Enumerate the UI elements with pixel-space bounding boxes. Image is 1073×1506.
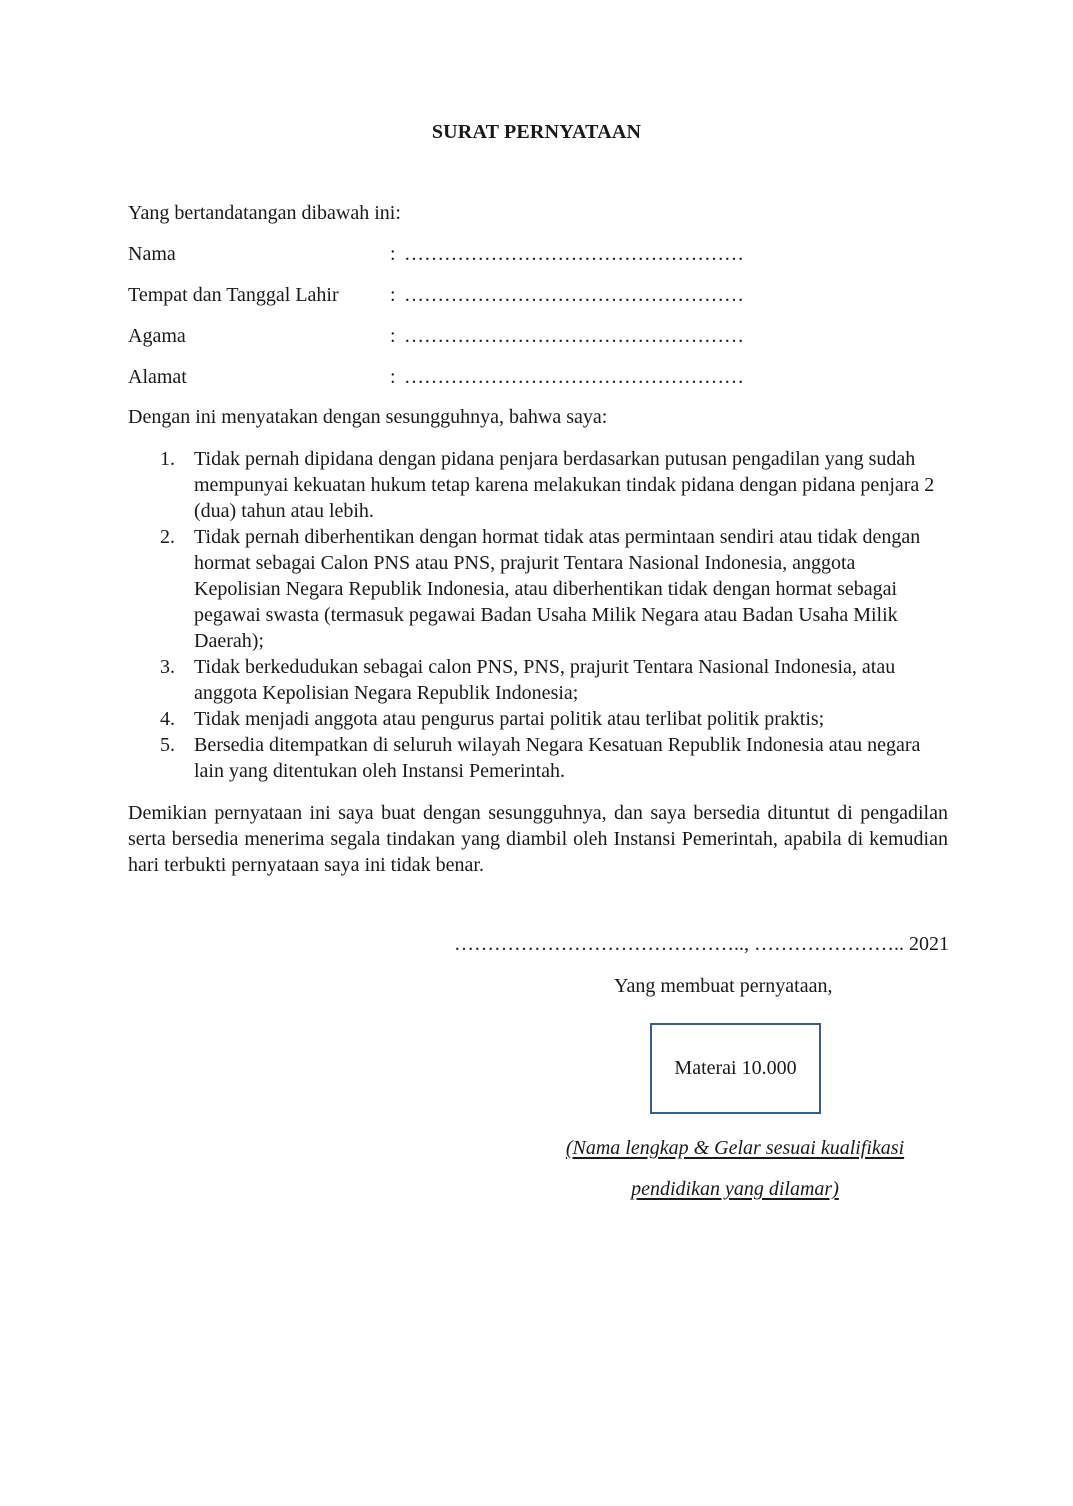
list-item-text: Bersedia ditempatkan di seluruh wilayah Negara Kesatuan Republik Indonesia atau negara lain yang ditentukan oleh Instansi Pemerintah. bbox=[194, 734, 921, 782]
list-item bbox=[160, 654, 940, 706]
list-item-text: Tidak menjadi anggota atau pengurus partai politik atau terlibat politik praktis; bbox=[194, 708, 825, 730]
list-item-number: 2. bbox=[160, 526, 175, 548]
stamp-duty-label: Materai 10.000 bbox=[674, 1057, 797, 1079]
field-blank: …………………………………………… bbox=[404, 243, 744, 265]
field-blank: …………………………………………… bbox=[404, 284, 744, 306]
intro-text: Yang bertandatangan dibawah ini: bbox=[128, 202, 401, 224]
list-item-number: 1. bbox=[160, 448, 175, 470]
list-item bbox=[160, 446, 940, 524]
list-item-number: 4. bbox=[160, 708, 175, 730]
declaration-text: Dengan ini menyatakan dengan sesungguhnya, bahwa saya: bbox=[128, 406, 608, 428]
closing-paragraph: Demikian pernyataan ini saya buat dengan sesungguhnya, dan saya bersedia dituntut di pengadilan serta bersedia menerima segala tindakan yang diambil oleh Instansi Pemerintah, apabila di kemudian hari terbukti pernyataan saya ini tidak benar. bbox=[128, 802, 948, 876]
field-colon: : bbox=[390, 243, 396, 265]
field-blank: …………………………………………… bbox=[404, 366, 744, 388]
list-item-number: 3. bbox=[160, 656, 175, 678]
field-colon: : bbox=[390, 366, 396, 388]
name-note-line-1: (Nama lengkap & Gelar sesuai kualifikasi bbox=[565, 1137, 905, 1159]
field-colon: : bbox=[390, 325, 396, 347]
field-label: Agama bbox=[128, 325, 186, 347]
field-label: Alamat bbox=[128, 366, 187, 388]
name-note-line-2: pendidikan yang dilamar) bbox=[631, 1178, 839, 1200]
stamp-duty-box bbox=[650, 1023, 821, 1114]
field-colon: : bbox=[390, 284, 396, 306]
list-item bbox=[160, 706, 940, 732]
list-item bbox=[160, 732, 940, 784]
field-label: Nama bbox=[128, 243, 176, 265]
declaration-list bbox=[160, 446, 940, 784]
list-item-text: Tidak pernah diberhentikan dengan hormat tidak atas permintaan sendiri atau tidak dengan hormat sebagai Calon PNS atau PNS, prajurit Tentara Nasional Indonesia, anggota Kepolisian Negara Republik Indonesia, atau diberhentikan tidak dengan hormat sebagai pegawai swasta (termasuk pegawai Badan Usaha Milik Negara atau Badan Usaha Milik Daerah); bbox=[194, 526, 921, 652]
list-item-text: Tidak pernah dipidana dengan pidana penjara berdasarkan putusan pengadilan yang sudah mempunyai kekuatan hukum tetap karena melakukan tindak pidana dengan pidana penjara 2 (dua) tahun atau lebih. bbox=[194, 448, 935, 522]
list-item-number: 5. bbox=[160, 734, 175, 756]
field-label: Tempat dan Tanggal Lahir bbox=[128, 284, 339, 306]
signer-label: Yang membuat pernyataan, bbox=[614, 975, 833, 997]
list-item-text: Tidak berkedudukan sebagai calon PNS, PNS, prajurit Tentara Nasional Indonesia, atau anggota Kepolisian Negara Republik Indonesia; bbox=[194, 656, 896, 704]
field-blank: …………………………………………… bbox=[404, 325, 744, 347]
document-title: SURAT PERNYATAAN bbox=[431, 121, 642, 143]
place-date-line: …………………………………….., ………………….. 2021 bbox=[454, 933, 949, 955]
list-item bbox=[160, 524, 940, 654]
